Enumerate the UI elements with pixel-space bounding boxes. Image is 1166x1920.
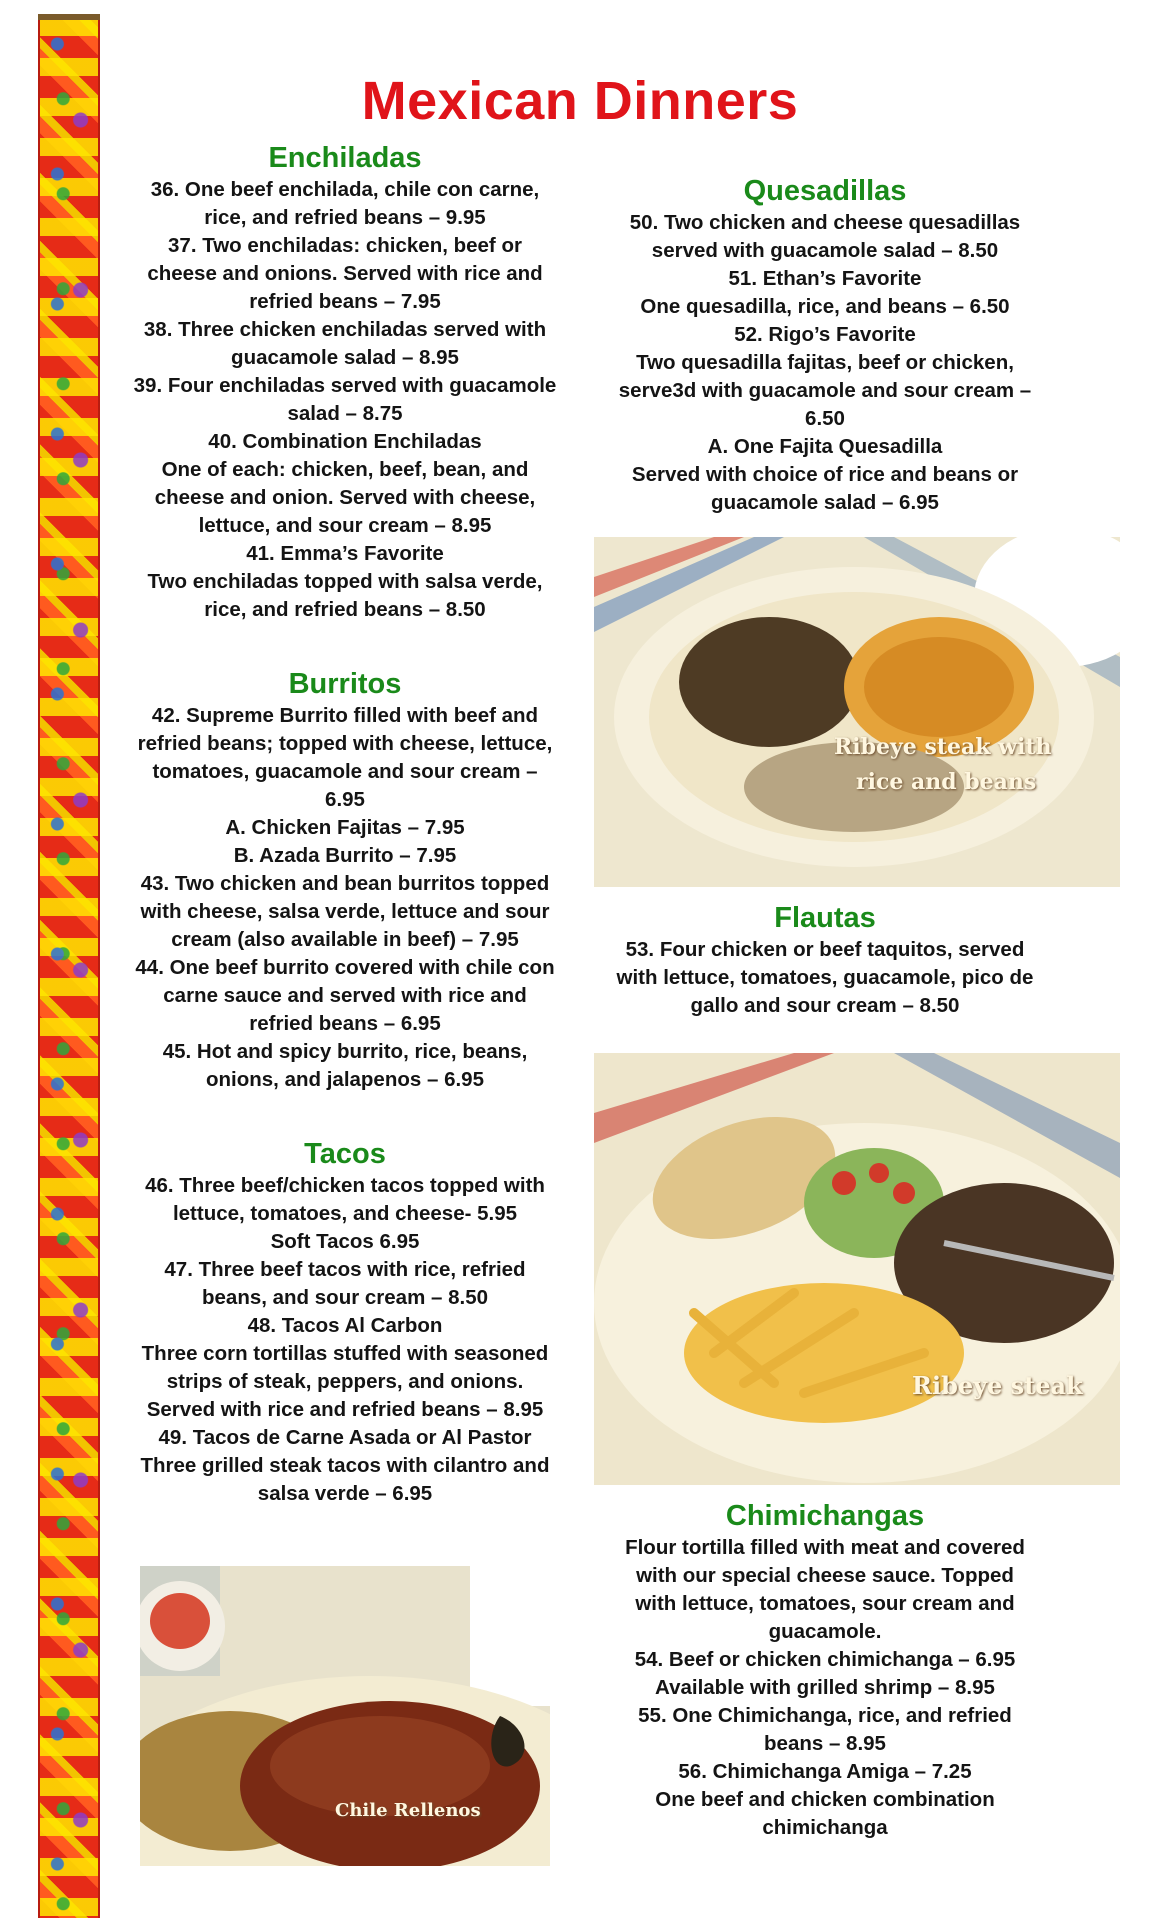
menu-line: 49. Tacos de Carne Asada or Al Pastor <box>158 1426 532 1449</box>
menu-line: One quesadilla, rice, and beans – 6.50 <box>640 295 1010 318</box>
photo-caption-ribeye-line2: rice and beans <box>856 769 1037 795</box>
menu-line: cheese and onion. Served with cheese, <box>154 486 536 509</box>
section-quesadillas <box>610 173 1040 517</box>
section-heading-flautas: Flautas <box>774 902 876 934</box>
menu-line: lettuce, and sour cream – 8.95 <box>198 514 492 537</box>
ribeye-rice-illustration <box>594 537 1120 887</box>
menu-line: with cheese, salsa verde, lettuce and sour <box>140 900 550 923</box>
menu-line: 47. Three beef tacos with rice, refried <box>164 1258 526 1281</box>
menu-line: Two quesadilla fajitas, beef or chicken, <box>636 351 1014 374</box>
menu-lines-flautas <box>610 936 1040 1020</box>
menu-line: serve3d with guacamole and sour cream – <box>618 379 1032 402</box>
photo-ribeye-rice-beans <box>594 537 1120 887</box>
menu-lines-chimichangas <box>610 1534 1040 1842</box>
menu-line: gallo and sour cream – 8.50 <box>690 994 960 1017</box>
menu-lines-quesadillas <box>610 209 1040 517</box>
photo-chile-rellenos <box>140 1566 550 1866</box>
page-title: Mexican Dinners <box>361 71 799 131</box>
menu-line: One of each: chicken, beef, bean, and <box>161 458 529 481</box>
menu-line: tomatoes, guacamole and sour cream – <box>152 760 538 783</box>
section-tacos <box>130 1136 560 1508</box>
menu-line: 46. Three beef/chicken tacos topped with <box>145 1174 545 1197</box>
menu-line: Three grilled steak tacos with cilantro and <box>140 1454 550 1477</box>
menu-line: 54. Beef or chicken chimichanga – 6.95 <box>634 1648 1016 1671</box>
menu-line: refried beans – 7.95 <box>249 290 441 313</box>
menu-lines-tacos <box>130 1172 560 1508</box>
menu-line: 51. Ethan’s Favorite <box>728 267 922 290</box>
menu-line: 50. Two chicken and cheese quesadillas <box>629 211 1021 234</box>
menu-line: Served with rice and refried beans – 8.95 <box>146 1398 544 1421</box>
menu-line: guacamole. <box>768 1620 882 1643</box>
menu-line: rice, and refried beans – 8.50 <box>204 598 486 621</box>
section-chimichangas <box>610 1498 1040 1842</box>
menu-line: 55. One Chimichanga, rice, and refried <box>638 1704 1012 1727</box>
menu-line: carne sauce and served with rice and <box>163 984 527 1007</box>
menu-line: cheese and onions. Served with rice and <box>147 262 543 285</box>
menu-line: beans, and sour cream – 8.50 <box>202 1286 488 1309</box>
section-heading-tacos: Tacos <box>304 1138 386 1170</box>
section-heading-chimichangas: Chimichangas <box>725 1500 925 1532</box>
menu-line: onions, and jalapenos – 6.95 <box>206 1068 484 1091</box>
menu-line: guacamole salad – 8.95 <box>231 346 459 369</box>
menu-line: A. Chicken Fajitas – 7.95 <box>225 816 465 839</box>
menu-line: rice, and refried beans – 9.95 <box>204 206 486 229</box>
section-enchiladas <box>130 140 560 624</box>
menu-line: 48. Tacos Al Carbon <box>247 1314 443 1337</box>
menu-line: refried beans – 6.95 <box>249 1012 441 1035</box>
menu-line: Two enchiladas topped with salsa verde, <box>147 570 543 593</box>
menu-line: Soft Tacos 6.95 <box>270 1230 420 1253</box>
menu-line: B. Azada Burrito – 7.95 <box>233 844 457 867</box>
menu-line: 36. One beef enchilada, chile con carne, <box>150 178 540 201</box>
menu-line: strips of steak, peppers, and onions. <box>166 1370 524 1393</box>
menu-line: salad – 8.75 <box>287 402 403 425</box>
menu-line: 56. Chimichanga Amiga – 7.25 <box>678 1760 972 1783</box>
menu-line: with our special cheese sauce. Topped <box>636 1564 1014 1587</box>
menu-lines-burritos <box>130 702 560 1094</box>
menu-line: 6.50 <box>805 407 845 430</box>
menu-line: 6.95 <box>325 788 365 811</box>
menu-line: lettuce, tomatoes, and cheese- 5.95 <box>172 1202 518 1225</box>
photo-ribeye-steak <box>594 1053 1120 1485</box>
menu-line: 52. Rigo’s Favorite <box>734 323 916 346</box>
menu-line: Flour tortilla filled with meat and covered <box>625 1536 1025 1559</box>
section-burritos <box>130 666 560 1094</box>
menu-line: refried beans; topped with cheese, lettuce, <box>137 732 553 755</box>
border-strip-pattern <box>40 18 98 1918</box>
menu-line: beans – 8.95 <box>764 1732 886 1755</box>
menu-line: A. One Fajita Quesadilla <box>707 435 943 458</box>
section-heading-burritos: Burritos <box>288 668 402 700</box>
menu-line: 37. Two enchiladas: chicken, beef or <box>168 234 522 257</box>
menu-line: Served with choice of rice and beans or <box>631 463 1019 486</box>
chile-rellenos-illustration <box>140 1566 550 1866</box>
menu-line: One beef and chicken combination <box>655 1788 995 1811</box>
menu-line: 42. Supreme Burrito filled with beef and <box>151 704 539 727</box>
menu-line: Available with grilled shrimp – 8.95 <box>655 1676 995 1699</box>
menu-line: with lettuce, tomatoes, guacamole, pico de <box>616 966 1034 989</box>
section-heading-enchiladas: Enchiladas <box>268 142 422 174</box>
menu-line: salsa verde – 6.95 <box>257 1482 433 1505</box>
menu-line: chimichanga <box>762 1816 888 1839</box>
menu-line: 39. Four enchiladas served with guacamole <box>133 374 557 397</box>
section-flautas <box>610 900 1040 1020</box>
ribeye-steak-illustration <box>594 1053 1120 1485</box>
section-heading-quesadillas: Quesadillas <box>743 175 907 207</box>
menu-line: 45. Hot and spicy burrito, rice, beans, <box>162 1040 528 1063</box>
photo-caption-ribeye-line1: Ribeye steak with <box>834 734 1052 760</box>
menu-line: 40. Combination Enchiladas <box>208 430 482 453</box>
menu-line: cream (also available in beef) – 7.95 <box>171 928 519 951</box>
decorative-border-strip <box>38 18 100 1918</box>
menu-line: 41. Emma’s Favorite <box>246 542 444 565</box>
menu-line: served with guacamole salad – 8.50 <box>651 239 999 262</box>
photo-caption-ribeye-steak: Ribeye steak <box>912 1371 1083 1400</box>
photo-caption-chile-rellenos: Chile Rellenos <box>335 1800 481 1821</box>
menu-line: guacamole salad – 6.95 <box>711 491 939 514</box>
menu-line: 43. Two chicken and bean burritos topped <box>140 872 550 895</box>
menu-line: with lettuce, tomatoes, sour cream and <box>635 1592 1015 1615</box>
menu-line: 38. Three chicken enchiladas served with <box>143 318 547 341</box>
menu-line: 53. Four chicken or beef taquitos, served <box>625 938 1025 961</box>
menu-lines-enchiladas <box>130 176 560 624</box>
menu-line: Three corn tortillas stuffed with seasoned <box>141 1342 549 1365</box>
menu-line: 44. One beef burrito covered with chile con <box>135 956 555 979</box>
